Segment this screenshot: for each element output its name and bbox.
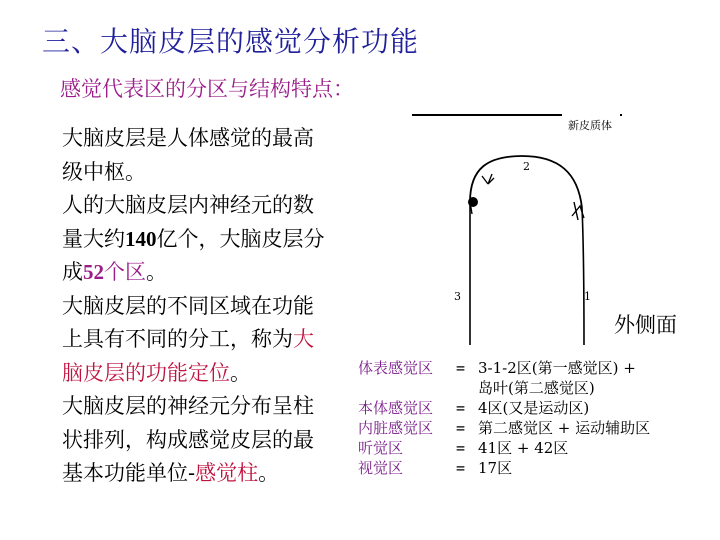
- sensory-column-highlight: 感觉柱: [195, 461, 259, 485]
- page-title: 三、大脑皮层的感觉分析功能: [42, 25, 420, 58]
- area-value: 41区 + 42区: [478, 439, 569, 457]
- paragraph-4: [30, 390, 330, 491]
- area-2-label: 2: [523, 160, 530, 173]
- area-value: 4区(又是运动区): [478, 399, 590, 417]
- corner-label: 新皮质体: [568, 119, 612, 132]
- body-text: [30, 122, 330, 491]
- right-column-line: [582, 208, 584, 345]
- paragraph-2-end: 。: [146, 260, 167, 284]
- neuron-count-number: 140: [125, 226, 157, 251]
- area-name: 体表感觉区: [358, 359, 434, 377]
- area-value: 3-1-2区(第一感觉区) +: [478, 359, 636, 377]
- left-neuron-soma: [468, 197, 478, 207]
- area-equals: =: [456, 359, 466, 377]
- left-dendrite: [482, 174, 494, 184]
- paragraph-3-end: 。: [230, 360, 251, 385]
- area-name: 听觉区: [358, 439, 404, 457]
- area-equals: =: [456, 419, 466, 437]
- paragraph-1: 大脑皮层是人体感觉的最高级中枢。: [62, 126, 314, 184]
- area-1-label: 1: [584, 290, 591, 303]
- area-count-unit: 个区: [104, 260, 146, 284]
- paragraph-4-text: 大脑皮层的神经元分布呈柱状排列，构成感觉皮层的最基本功能单位-: [62, 394, 314, 485]
- paragraph-2: [30, 189, 330, 290]
- paragraph-3-text: 大脑皮层的不同区域在功能上具有不同的分工，称为: [62, 293, 314, 351]
- area-equals: =: [456, 439, 466, 457]
- functional-localization-highlight: 大脑皮层的功能定位: [62, 327, 314, 385]
- lateral-surface-label: 外侧面: [614, 313, 677, 337]
- area-value: 第二感觉区 + 运动辅助区: [478, 419, 651, 437]
- section-subtitle: 感觉代表区的分区与结构特点：: [60, 77, 354, 101]
- paragraph-2-text-mid: 亿个，大脑皮层分成: [62, 226, 325, 284]
- area-name: 视觉区: [358, 459, 404, 477]
- cortex-diagram-svg: [412, 110, 622, 345]
- paragraph-2-text: 人的大脑皮层内神经元的数量大约: [62, 193, 314, 251]
- area-count-number: 52: [83, 260, 104, 284]
- area-value: 17区: [478, 459, 513, 477]
- area-value: 岛叶(第二感觉区): [478, 379, 595, 397]
- area-equals: =: [456, 459, 466, 477]
- area-name: 本体感觉区: [358, 399, 434, 417]
- paragraph-4-end: 。: [258, 461, 280, 485]
- area-equals: =: [456, 399, 466, 417]
- area-3-label: 3: [454, 290, 461, 303]
- cortex-column-diagram: [412, 110, 622, 345]
- area-name: 内脏感觉区: [358, 419, 434, 437]
- paragraph-3: [30, 290, 330, 391]
